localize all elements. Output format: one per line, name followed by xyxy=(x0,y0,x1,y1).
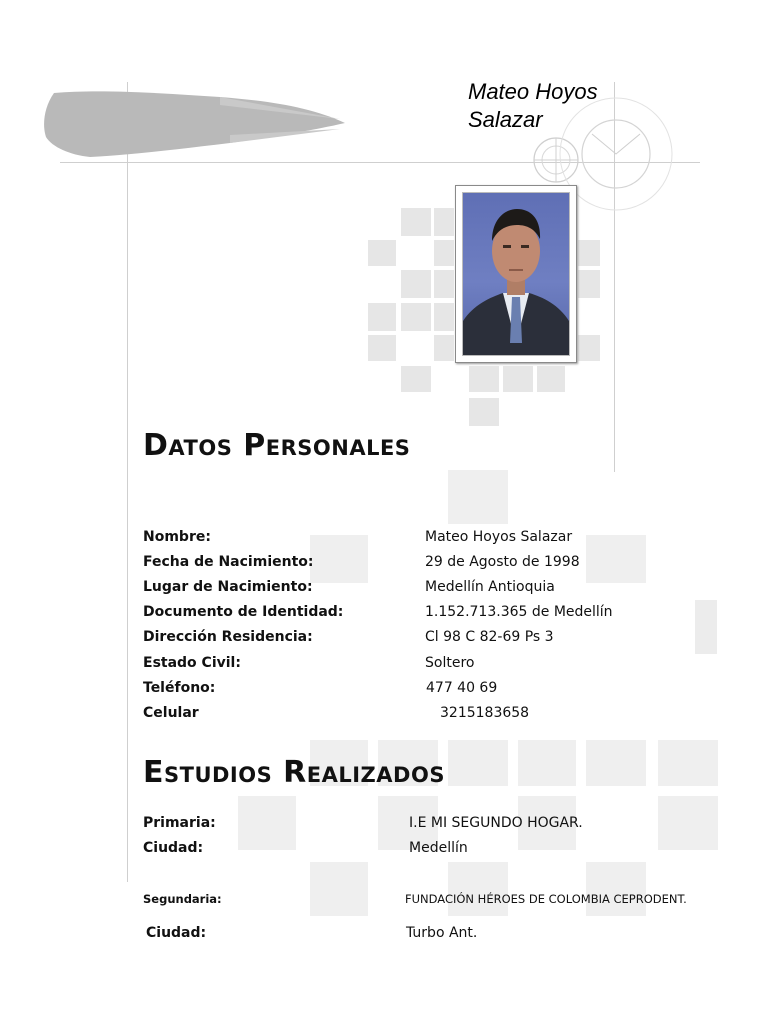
deco-square xyxy=(238,796,296,850)
deco-square xyxy=(469,398,499,426)
label-telefono: Teléfono: xyxy=(143,680,216,696)
deco-square xyxy=(518,740,576,786)
deco-square xyxy=(578,270,600,298)
value-nombre: Mateo Hoyos Salazar xyxy=(425,529,573,545)
deco-square xyxy=(401,303,431,331)
label-secundaria: Segundaria: xyxy=(143,892,222,906)
label-lugar-nacimiento: Lugar de Nacimiento: xyxy=(143,579,313,595)
deco-square xyxy=(469,366,499,392)
deco-square xyxy=(586,862,646,916)
deco-square xyxy=(578,335,600,361)
deco-square xyxy=(434,335,454,361)
deco-square xyxy=(434,208,454,236)
deco-square xyxy=(434,303,454,331)
value-telefono: 477 40 69 xyxy=(426,680,498,696)
deco-square xyxy=(658,740,718,786)
candidate-name-heading xyxy=(468,78,668,134)
deco-square xyxy=(434,270,454,298)
left-vertical-rule xyxy=(127,82,128,882)
brush-stroke-graphic xyxy=(40,85,350,160)
value-documento: 1.152.713.365 de Medellín xyxy=(425,604,613,620)
label-fecha-nacimiento: Fecha de Nacimiento: xyxy=(143,554,314,570)
value-estado-civil: Soltero xyxy=(425,655,475,671)
label-primaria: Primaria: xyxy=(143,815,216,831)
name-line-1: Mateo Hoyos xyxy=(468,79,598,104)
value-fecha-nacimiento: 29 de Agosto de 1998 xyxy=(425,554,580,570)
deco-square xyxy=(310,862,368,916)
deco-square xyxy=(448,470,508,524)
deco-square xyxy=(310,535,368,583)
label-nombre: Nombre: xyxy=(143,529,211,545)
value-ciudad-primaria: Medellín xyxy=(409,840,468,856)
value-secundaria: FUNDACIÓN HÉROES DE COLOMBIA CEPRODENT. xyxy=(405,892,687,906)
deco-square xyxy=(401,208,431,236)
deco-square xyxy=(448,862,508,916)
name-line-2: Salazar xyxy=(468,107,543,132)
value-ciudad-secundaria: Turbo Ant. xyxy=(406,925,478,941)
profile-photo xyxy=(462,192,570,356)
label-ciudad-primaria: Ciudad: xyxy=(143,840,204,856)
label-documento: Documento de Identidad: xyxy=(143,604,344,620)
label-ciudad-secundaria: Ciudad: xyxy=(146,925,207,941)
deco-square xyxy=(695,600,717,654)
deco-square xyxy=(368,335,396,361)
deco-square xyxy=(578,240,600,266)
person-portrait-icon xyxy=(463,193,569,355)
deco-square xyxy=(586,535,646,583)
personal-data-heading: Datos Personales xyxy=(143,428,411,463)
value-primaria: I.E MI SEGUNDO HOGAR. xyxy=(409,815,583,831)
value-lugar-nacimiento: Medellín Antioquia xyxy=(425,579,555,595)
deco-square xyxy=(586,740,646,786)
deco-square xyxy=(401,366,431,392)
studies-heading: Estudios Realizados xyxy=(143,755,445,790)
deco-square xyxy=(448,740,508,786)
deco-square xyxy=(537,366,565,392)
label-estado-civil: Estado Civil: xyxy=(143,655,241,671)
deco-square xyxy=(658,796,718,850)
deco-square xyxy=(434,240,454,266)
deco-square xyxy=(503,366,533,392)
deco-square xyxy=(368,303,396,331)
label-direccion: Dirección Residencia: xyxy=(143,629,313,645)
profile-photo-frame xyxy=(455,185,577,363)
label-celular: Celular xyxy=(143,705,199,721)
deco-square xyxy=(368,240,396,266)
deco-square xyxy=(401,270,431,298)
value-direccion: Cl 98 C 82-69 Ps 3 xyxy=(425,629,554,645)
value-celular: 3215183658 xyxy=(440,705,530,721)
